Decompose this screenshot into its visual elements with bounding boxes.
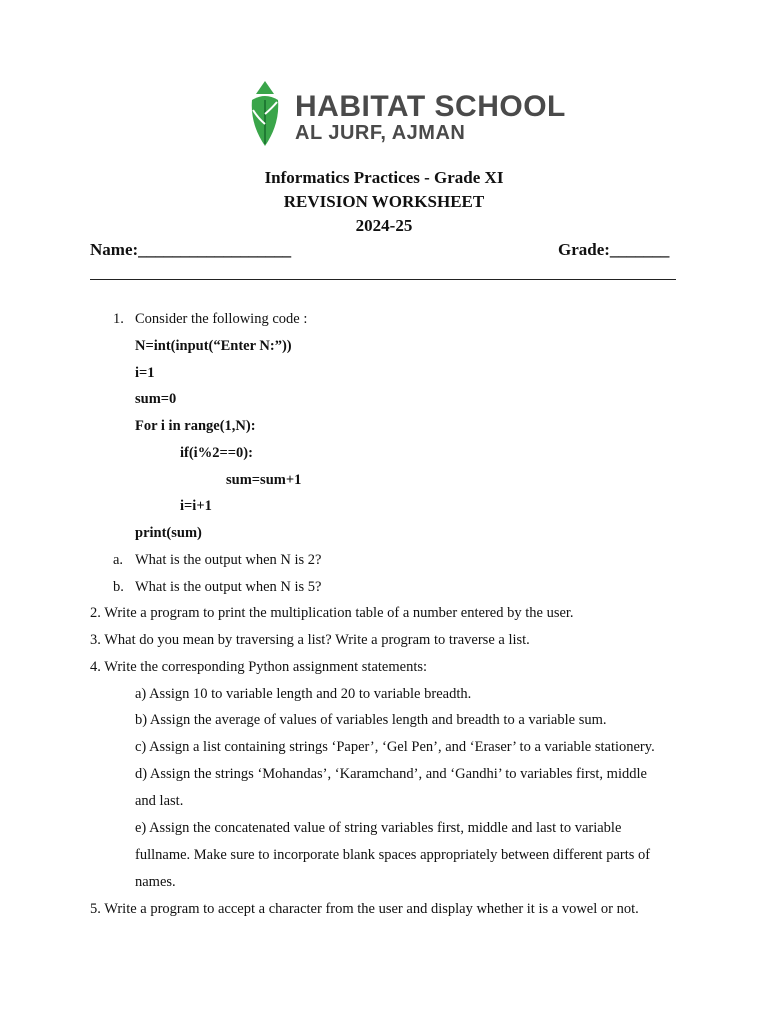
q1b-text: What is the output when N is 5? xyxy=(135,579,322,595)
question-2: 2. Write a program to print the multiplication table of a number entered by the user. xyxy=(90,605,574,621)
school-name: HABITAT SCHOOL xyxy=(295,90,566,123)
code-line: i=1 xyxy=(135,365,155,381)
name-field: Name:__________________ xyxy=(90,240,292,259)
pencil-leaf-icon xyxy=(248,80,288,150)
q4-item: a) Assign 10 to variable length and 20 to variable breadth. xyxy=(135,686,472,702)
code-line: N=int(input(“Enter N:”)) xyxy=(135,338,292,354)
q4-item: and last. xyxy=(135,793,184,809)
school-logo xyxy=(248,80,566,150)
school-location: AL JURF, AJMAN xyxy=(295,122,466,144)
code-line: print(sum) xyxy=(135,525,202,541)
q4-item: d) Assign the strings ‘Mohandas’, ‘Karamchand’, and ‘Gandhi’ to variables first, middle xyxy=(135,766,647,782)
academic-year: 2024-25 xyxy=(355,216,413,235)
worksheet-title: REVISION WORKSHEET xyxy=(283,192,485,211)
header-divider xyxy=(90,279,676,280)
code-line: For i in range(1,N): xyxy=(135,418,256,434)
q1-number: 1. xyxy=(113,311,124,327)
question-5: 5. Write a program to accept a character from the user and display whether it is a vowel or not. xyxy=(90,901,639,917)
q4-item: names. xyxy=(135,874,176,890)
code-line: sum=0 xyxy=(135,391,177,407)
grade-field: Grade:_______ xyxy=(558,240,670,259)
subject-title: Informatics Practices - Grade XI xyxy=(264,168,504,187)
code-line: i=i+1 xyxy=(180,498,212,514)
question-3: 3. What do you mean by traversing a list? Write a program to traverse a list. xyxy=(90,632,530,648)
q1b-label: b. xyxy=(113,579,124,595)
q1a-text: What is the output when N is 2? xyxy=(135,552,322,568)
q1-text: Consider the following code : xyxy=(135,311,308,327)
code-line: if(i%2==0): xyxy=(180,445,253,461)
q4-item: b) Assign the average of values of variables length and breadth to a variable sum. xyxy=(135,712,607,728)
q1a-label: a. xyxy=(113,552,124,568)
question-4: 4. Write the corresponding Python assignment statements: xyxy=(90,659,428,675)
q4-item: e) Assign the concatenated value of string variables first, middle and last to variable xyxy=(135,820,622,836)
q4-item: fullname. Make sure to incorporate blank spaces appropriately between different parts of xyxy=(135,847,651,863)
q4-item: c) Assign a list containing strings ‘Paper’, ‘Gel Pen’, and ‘Eraser’ to a variable stationery. xyxy=(135,739,655,755)
code-line: sum=sum+1 xyxy=(226,472,302,488)
